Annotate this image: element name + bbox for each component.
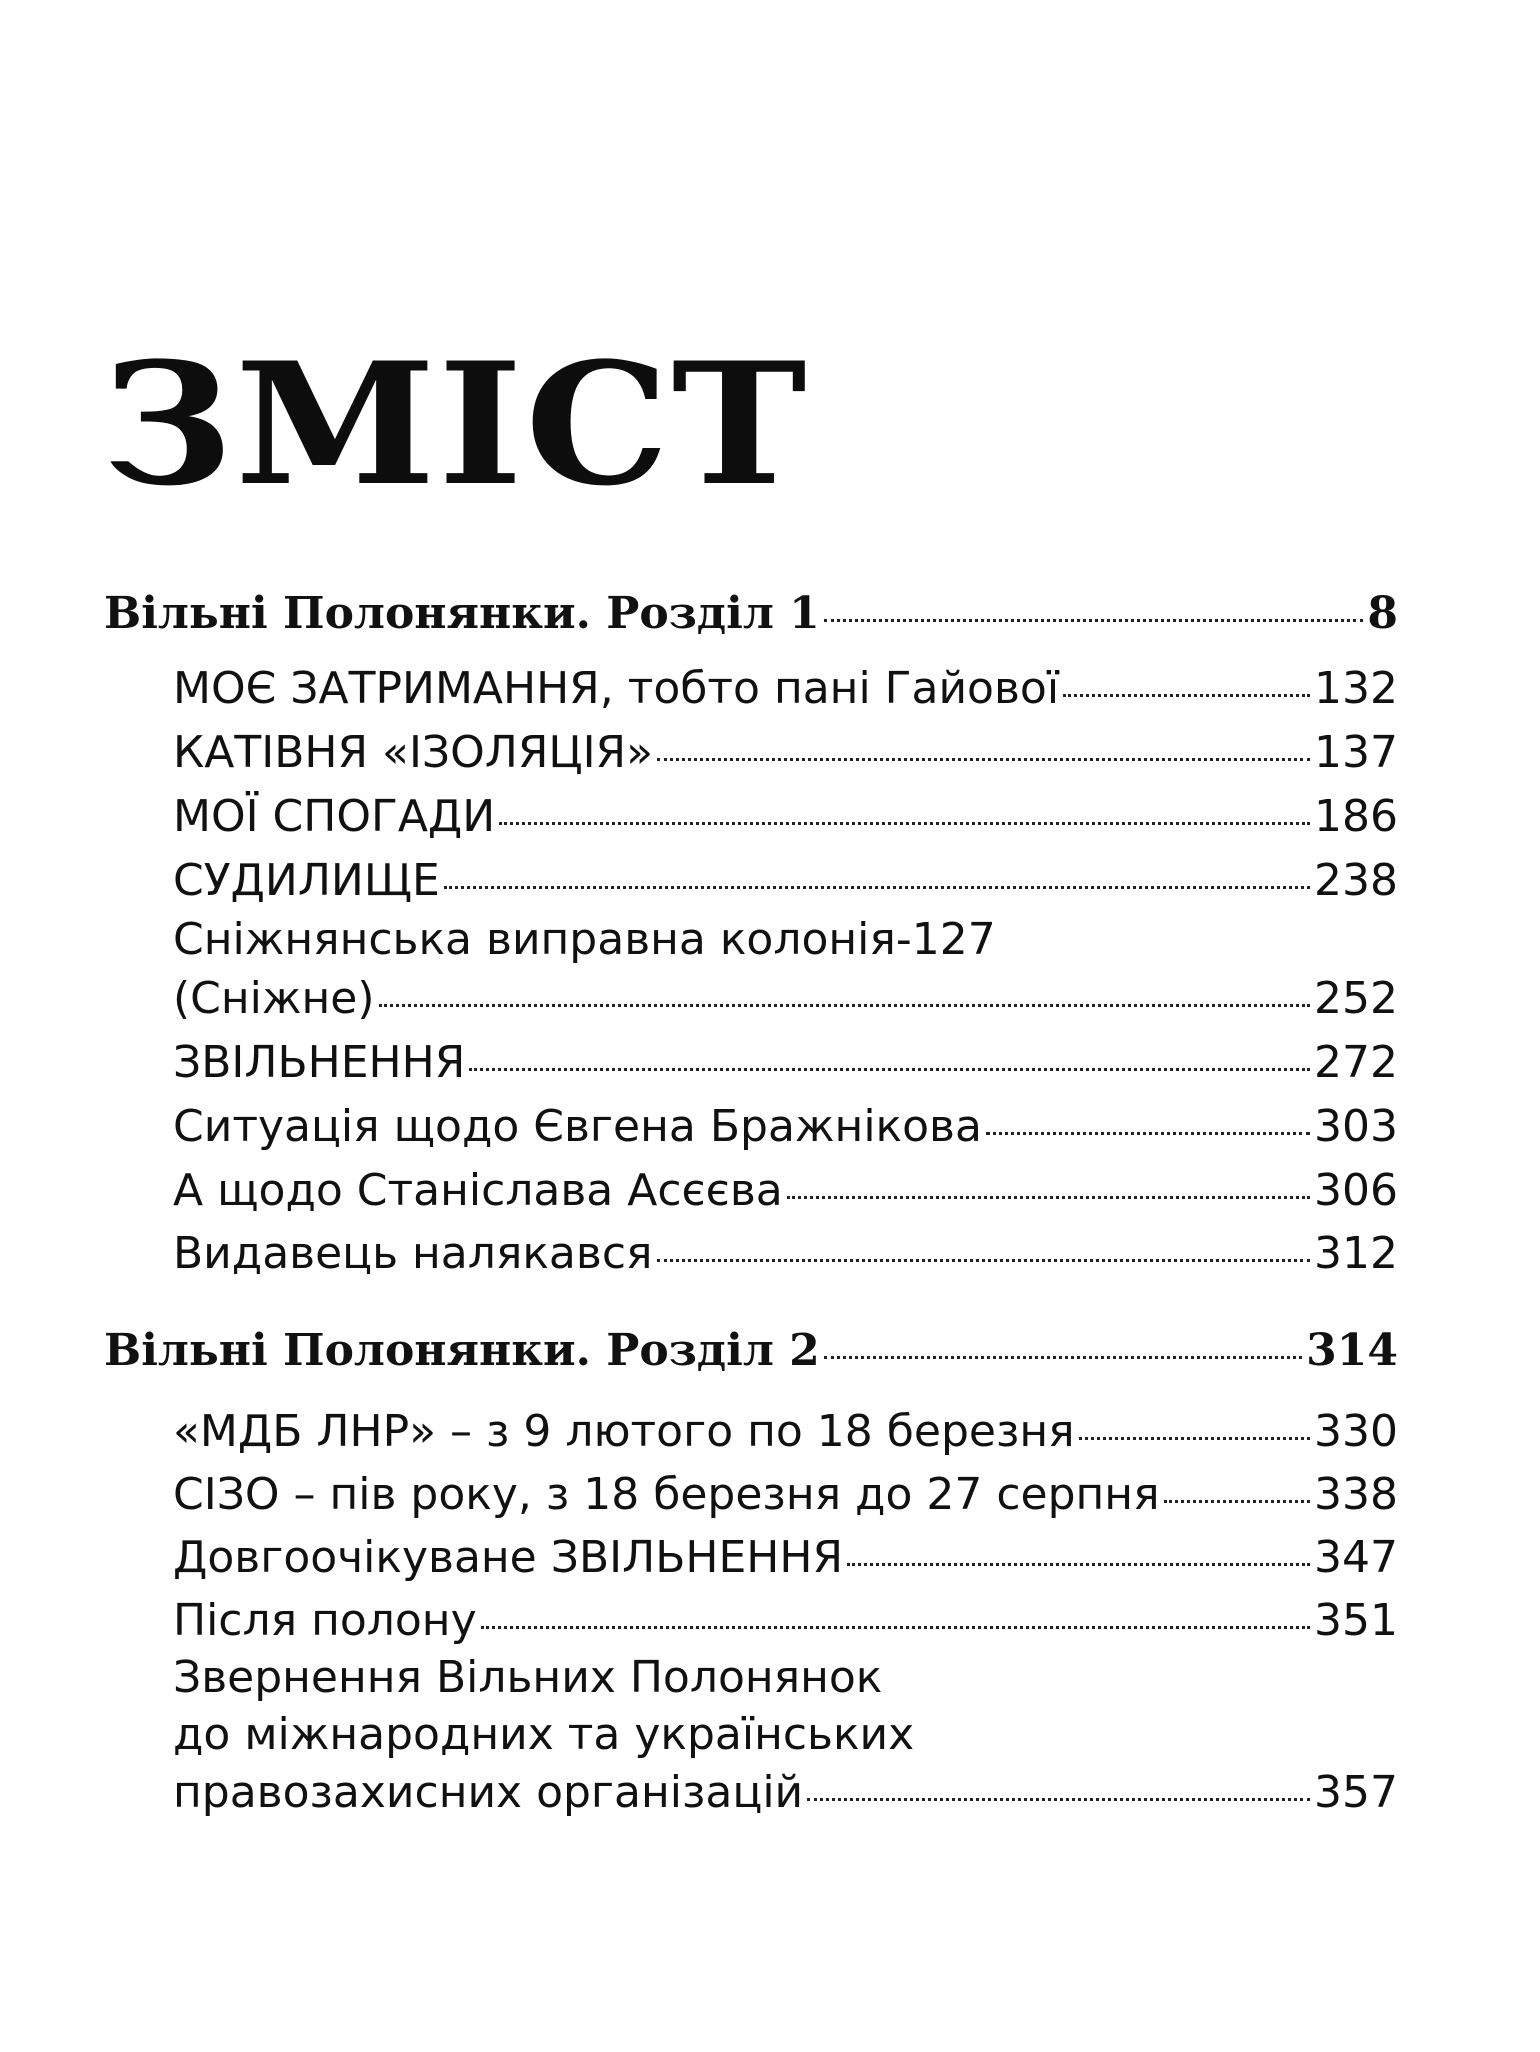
- dot-leader: [787, 1196, 1310, 1199]
- toc-page-number: 357: [1314, 1767, 1398, 1818]
- toc-page-number: 137: [1314, 727, 1398, 778]
- dot-leader: [657, 758, 1310, 761]
- toc-entry[interactable]: [173, 1101, 1398, 1152]
- toc-entry[interactable]: [173, 1228, 1398, 1279]
- toc-entry-line-2[interactable]: [173, 1709, 1398, 1760]
- toc-page-number: 338: [1314, 1469, 1398, 1520]
- toc-part-label: Вільні Полонянки. Розділ 1: [104, 588, 820, 639]
- toc-entry-label: МОЇ СПОГАДИ: [173, 791, 496, 842]
- toc-entry-label: правозахисних організацій: [173, 1767, 804, 1818]
- toc-entry-label: ЗВІЛЬНЕННЯ: [173, 1037, 466, 1088]
- toc-part-1[interactable]: [104, 588, 1398, 639]
- toc-entry[interactable]: [173, 1469, 1398, 1520]
- toc-entry[interactable]: [173, 973, 1398, 1024]
- dot-leader: [499, 822, 1310, 825]
- dot-leader: [1063, 694, 1310, 697]
- toc-entry[interactable]: [173, 727, 1398, 778]
- dot-leader: [379, 1004, 1310, 1007]
- dot-leader: [807, 1798, 1310, 1801]
- toc-entry-label: Сніжнянська виправна колонія-127: [173, 914, 996, 965]
- toc-entry-label: (Сніжне): [173, 973, 375, 1024]
- toc-entry-label: Довгоочікуване ЗВІЛЬНЕННЯ: [173, 1532, 844, 1583]
- dot-leader: [657, 1259, 1311, 1262]
- page-title: ЗМІСТ: [102, 325, 809, 523]
- dot-leader: [481, 1626, 1310, 1629]
- toc-entry[interactable]: [173, 1767, 1398, 1818]
- toc-entry[interactable]: [173, 1595, 1398, 1646]
- toc-part-label: Вільні Полонянки. Розділ 2: [104, 1325, 820, 1376]
- toc-entry-label: А щодо Станіслава Асєєва: [173, 1165, 783, 1216]
- dot-leader: [1079, 1437, 1310, 1440]
- toc-page-number: 330: [1314, 1406, 1398, 1457]
- toc-page-number: 272: [1314, 1037, 1398, 1088]
- dot-leader: [824, 619, 1364, 622]
- toc-entry-label: Ситуація щодо Євгена Бражнікова: [173, 1101, 982, 1152]
- toc-entry-label: Видавець налякався: [173, 1228, 653, 1279]
- toc-page-number: 347: [1314, 1532, 1398, 1583]
- toc-page-number: 8: [1367, 588, 1398, 639]
- dot-leader: [824, 1356, 1302, 1359]
- toc-entry-line-1[interactable]: [173, 914, 1398, 965]
- toc-entry[interactable]: [173, 663, 1398, 714]
- toc-entry-label: Після полону: [173, 1595, 477, 1646]
- toc-entry-label: СІЗО – пів року, з 18 березня до 27 серпня: [173, 1469, 1160, 1520]
- toc-entry[interactable]: [173, 1165, 1398, 1216]
- toc-page-number: 306: [1314, 1165, 1398, 1216]
- toc-entry[interactable]: [173, 1532, 1398, 1583]
- toc-entry-line-1[interactable]: [173, 1652, 1398, 1703]
- toc-entry-label: Звернення Вільних Полонянок: [173, 1652, 883, 1703]
- toc-entry[interactable]: [173, 855, 1398, 906]
- dot-leader: [1164, 1500, 1310, 1503]
- toc-page-number: 303: [1314, 1101, 1398, 1152]
- toc-page-number: 238: [1314, 855, 1398, 906]
- toc-entry-label: МОЄ ЗАТРИМАННЯ, тобто пані Гайової: [173, 663, 1060, 714]
- toc-entry-label: до міжнародних та українських: [173, 1709, 915, 1760]
- toc-entry[interactable]: [173, 1037, 1398, 1088]
- toc-page-number: 252: [1314, 973, 1398, 1024]
- dot-leader: [986, 1132, 1310, 1135]
- toc-entry-label: КАТІВНЯ «ІЗОЛЯЦІЯ»: [173, 727, 654, 778]
- dot-leader: [444, 886, 1310, 889]
- toc-entry[interactable]: [173, 791, 1398, 842]
- toc-page-number: 186: [1314, 791, 1398, 842]
- dot-leader: [847, 1563, 1310, 1566]
- dot-leader: [469, 1068, 1310, 1071]
- toc-page-number: 314: [1306, 1325, 1398, 1376]
- toc-page-number: 312: [1314, 1228, 1398, 1279]
- toc-entry-label: СУДИЛИЩЕ: [173, 855, 440, 906]
- toc-page-number: 351: [1314, 1595, 1398, 1646]
- toc-page-number: 132: [1314, 663, 1398, 714]
- toc-entry-label: «МДБ ЛНР» – з 9 лютого по 18 березня: [173, 1406, 1075, 1457]
- toc-entry[interactable]: [173, 1406, 1398, 1457]
- toc-part-2[interactable]: [104, 1325, 1398, 1376]
